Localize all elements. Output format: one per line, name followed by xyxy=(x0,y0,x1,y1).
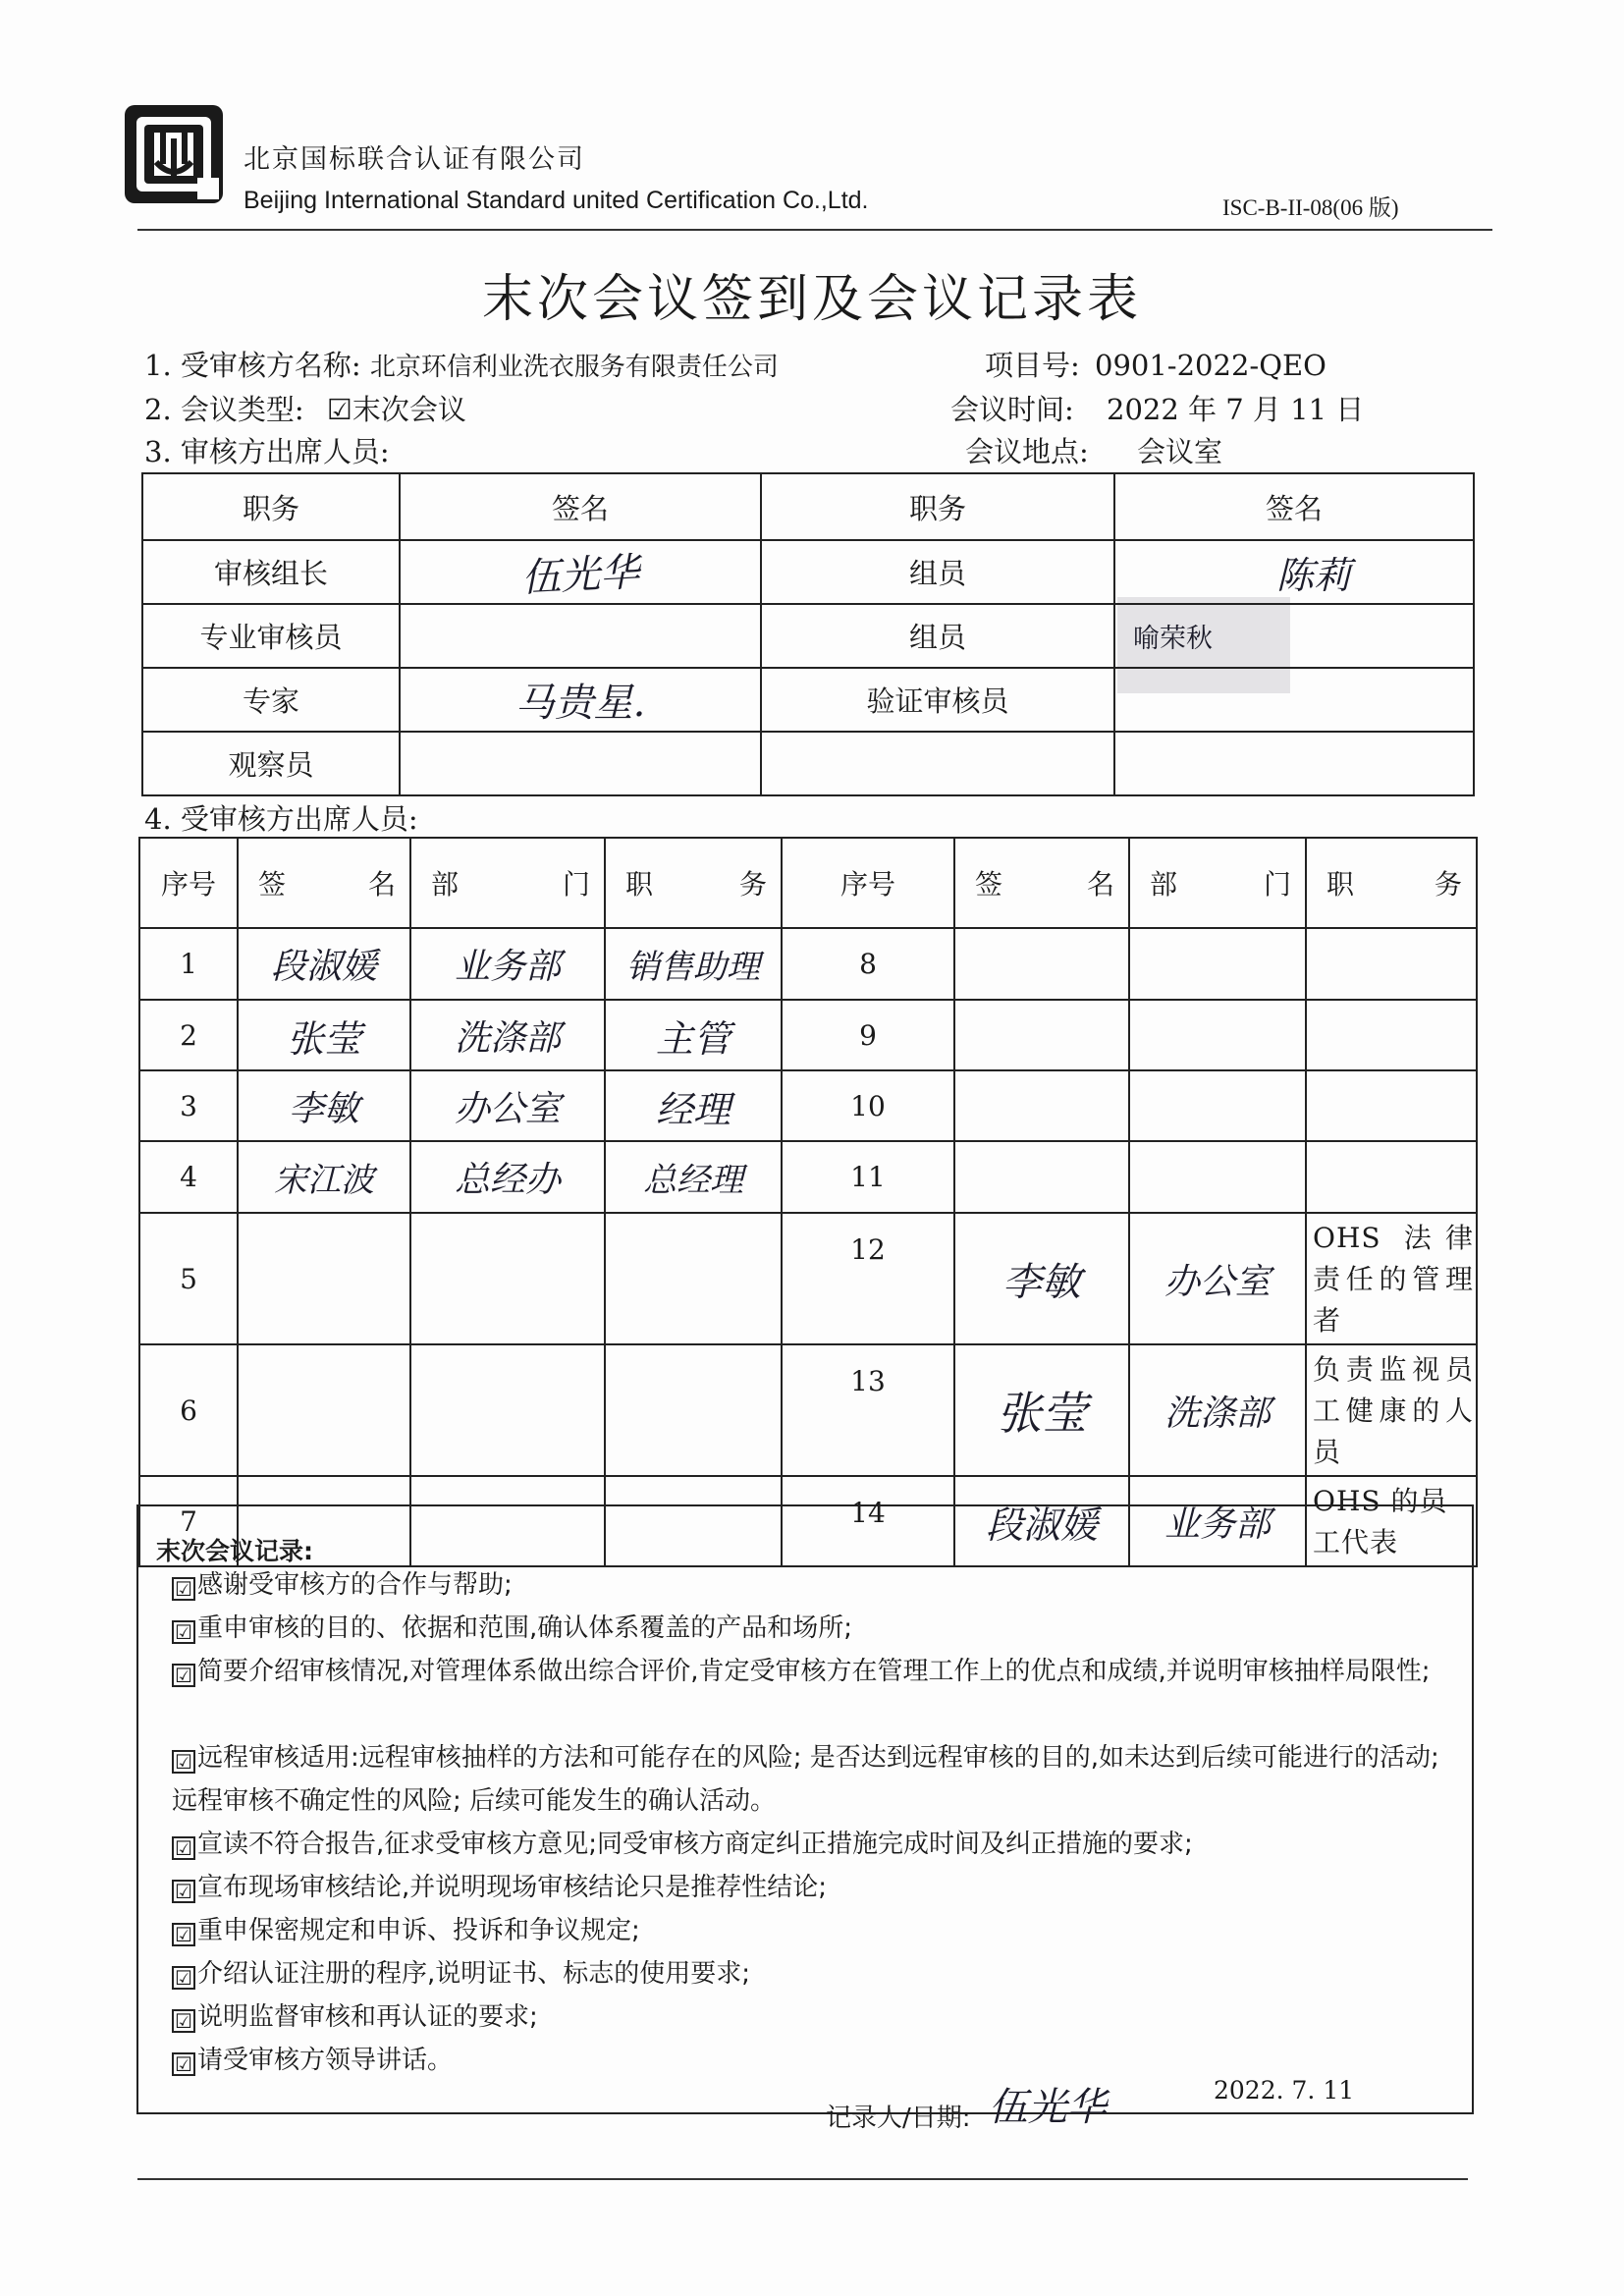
handwritten-signature: 李敏 xyxy=(288,1088,359,1129)
duty-cell: 负责监视员工健康的人员 xyxy=(1306,1344,1477,1476)
table-row xyxy=(142,540,1474,604)
record-item-text: 重申审核的目的、依据和范围,确认体系覆盖的产品和场所; xyxy=(197,1613,853,1643)
handwritten-signature: 张莹 xyxy=(997,1387,1087,1440)
handwritten-department: 洗涤部 xyxy=(454,1017,561,1059)
record-item xyxy=(172,1607,1448,1650)
header-char: 门 xyxy=(1263,868,1291,901)
handwritten-department: 洗涤部 xyxy=(1164,1393,1271,1434)
row-number: 8 xyxy=(782,928,954,1000)
row-number: 11 xyxy=(782,1141,954,1213)
signature-cell xyxy=(954,1213,1129,1344)
duty-cell xyxy=(1306,1070,1477,1141)
header-char: 职 xyxy=(625,868,654,901)
company-name-en: Beijing International Standard united Certification Co.,Ltd. xyxy=(244,187,869,214)
table-row xyxy=(139,1213,1477,1344)
meeting-time-line xyxy=(950,388,1364,428)
duty-cell xyxy=(1306,928,1477,1000)
company-name-cn: 北京国标联合认证有限公司 xyxy=(244,144,585,175)
record-item-text: 介绍认证注册的程序,说明证书、标志的使用要求; xyxy=(197,1959,751,1989)
meeting-place-value: 会议室 xyxy=(1137,435,1223,468)
row-number: 14 xyxy=(782,1476,954,1566)
checkbox-checked-icon: ☑ xyxy=(172,1664,195,1687)
checkbox-checked-icon: ☑ xyxy=(172,1836,195,1860)
meeting-record-box xyxy=(136,1504,1474,2133)
auditee-attendance-table xyxy=(138,837,1478,1567)
handwritten-signature: 喻荣秋 xyxy=(1133,624,1213,654)
column-header-duty xyxy=(1306,838,1477,928)
handwritten-department: 业务部 xyxy=(1164,1503,1271,1545)
department-cell xyxy=(410,1000,605,1070)
signature-cell xyxy=(400,732,761,795)
duty-cell xyxy=(605,1070,782,1141)
header-char: 名 xyxy=(367,868,396,901)
project-number-label: 项目号: xyxy=(985,349,1080,382)
signature-cell xyxy=(238,1213,410,1344)
column-header-duty xyxy=(605,838,782,928)
column-header-role: 职务 xyxy=(761,473,1114,540)
checkbox-checked-icon: ☑ xyxy=(172,2052,195,2076)
table-header-row xyxy=(142,473,1474,540)
row-number: 4 xyxy=(139,1141,238,1213)
header-divider xyxy=(137,229,1492,231)
role-cell: 观察员 xyxy=(142,732,400,795)
duty-cell xyxy=(605,928,782,1000)
header-char: 职 xyxy=(1326,868,1355,901)
record-item xyxy=(172,1952,1448,1995)
record-item xyxy=(172,1823,1448,1866)
record-item-text: 宣读不符合报告,征求受审核方意见;同受审核方商定纠正措施完成时间及纠正措施的要求; xyxy=(197,1830,1193,1859)
table-row xyxy=(139,1344,1477,1476)
form-code: ISC-B-II-08(06 版) xyxy=(1222,195,1399,220)
department-cell xyxy=(1129,1213,1306,1344)
record-item-text: 请受审核方领导讲话。 xyxy=(197,2046,454,2075)
duty-cell: OHS 法律责任的管理者 xyxy=(1306,1213,1477,1344)
row-number: 2 xyxy=(139,1000,238,1070)
signature-cell xyxy=(1114,540,1474,604)
department-cell xyxy=(1129,928,1306,1000)
row-number: 13 xyxy=(782,1344,954,1476)
signature-cell xyxy=(1114,732,1474,795)
department-cell xyxy=(410,1213,605,1344)
duty-cell xyxy=(605,1000,782,1070)
role-cell xyxy=(761,732,1114,795)
handwritten-department: 业务部 xyxy=(454,947,561,987)
duty-cell xyxy=(605,1141,782,1213)
record-item-text: 说明监督审核和再认证的要求; xyxy=(197,2002,538,2032)
document-title: 末次会议签到及会议记录表 xyxy=(481,270,1142,329)
header-char: 签 xyxy=(975,868,1003,901)
column-header-signature: 签名 xyxy=(400,473,761,540)
signature-cell xyxy=(954,1070,1129,1141)
department-cell xyxy=(1129,1344,1306,1476)
table-header-row xyxy=(139,838,1477,928)
auditee-name-label: 1. 受审核方名称: xyxy=(144,349,361,382)
auditee-name-value: 北京环信利业洗衣服务有限责任公司 xyxy=(369,353,779,382)
table-row xyxy=(139,1141,1477,1213)
record-item-text: 重申保密规定和申诉、投诉和争议规定; xyxy=(197,1916,640,1945)
record-item-text: 简要介绍审核情况,对管理体系做出综合评价,肯定受审核方在管理工作上的优点和成绩,并说明审核抽样局限性; xyxy=(197,1657,1431,1686)
column-header-number: 序号 xyxy=(139,838,238,928)
role-cell: 组员 xyxy=(761,540,1114,604)
handwritten-duty: 经理 xyxy=(655,1087,731,1131)
row-number: 5 xyxy=(139,1213,238,1344)
column-header-signature: 签名 xyxy=(1114,473,1474,540)
record-item xyxy=(172,1650,1448,1693)
record-item xyxy=(172,1995,1448,2039)
checkbox-checked-icon: ☑ xyxy=(172,1750,195,1774)
checkbox-checked-icon: ☑ xyxy=(172,1923,195,1946)
record-item xyxy=(172,1563,1448,1607)
signature-cell xyxy=(238,1000,410,1070)
handwritten-department: 总经办 xyxy=(454,1160,561,1200)
table-row xyxy=(139,1000,1477,1070)
department-cell xyxy=(410,1344,605,1476)
meeting-type-value: ☑末次会议 xyxy=(326,393,466,426)
header-char: 签 xyxy=(258,868,287,901)
footer-divider xyxy=(137,2178,1468,2180)
auditee-name-line xyxy=(144,344,779,384)
project-number-line xyxy=(985,344,1326,384)
handwritten-duty: 总经理 xyxy=(643,1161,743,1200)
handwritten-signature: 伍光华 xyxy=(520,549,641,602)
record-date: 2022. 7. 11 xyxy=(1214,2076,1355,2105)
record-item xyxy=(172,1866,1448,1909)
duty-cell xyxy=(1306,1000,1477,1070)
signature-cell xyxy=(400,668,761,732)
handwritten-signature: 段淑媛 xyxy=(985,1503,1098,1547)
meeting-time-label: 会议时间: xyxy=(950,393,1074,426)
table-row xyxy=(139,928,1477,1000)
department-cell xyxy=(410,1070,605,1141)
header-char: 门 xyxy=(562,868,590,901)
signature-cell xyxy=(238,928,410,1000)
record-title: 末次会议记录: xyxy=(156,1537,313,1565)
department-cell xyxy=(1129,1070,1306,1141)
row-number: 9 xyxy=(782,1000,954,1070)
auditor-attendees-label: 3. 审核方出席人员: xyxy=(144,435,390,468)
handwritten-department: 办公室 xyxy=(454,1088,561,1129)
role-cell: 专业审核员 xyxy=(142,604,400,668)
handwritten-duty: 主管 xyxy=(655,1016,731,1061)
checkbox-checked-icon: ☑ xyxy=(172,2009,195,2033)
handwritten-department: 办公室 xyxy=(1164,1261,1271,1302)
header-char: 部 xyxy=(1150,868,1178,901)
signature-cell xyxy=(954,928,1129,1000)
department-cell xyxy=(1129,1000,1306,1070)
handwritten-signature: 马贵星. xyxy=(514,681,646,726)
meeting-type-line xyxy=(144,388,466,428)
recorder-line xyxy=(826,2076,1107,2134)
column-header-department xyxy=(410,838,605,928)
company-logo xyxy=(123,103,225,205)
role-cell: 专家 xyxy=(142,668,400,732)
meeting-time-value: 2022 年 7 月 11 日 xyxy=(1107,393,1365,426)
role-cell: 组员 xyxy=(761,604,1114,668)
role-cell: 验证审核员 xyxy=(761,668,1114,732)
role-cell: 审核组长 xyxy=(142,540,400,604)
table-row xyxy=(142,604,1474,668)
handwritten-signature: 陈莉 xyxy=(1275,554,1351,597)
signature-cell xyxy=(954,1141,1129,1213)
header-char: 名 xyxy=(1086,868,1114,901)
row-number: 3 xyxy=(139,1070,238,1141)
signature-cell xyxy=(1114,604,1474,668)
checkbox-checked-icon: ☑ xyxy=(172,1966,195,1990)
handwritten-signature: 张莹 xyxy=(286,1016,361,1061)
handwritten-signature: 伍光华 xyxy=(988,2085,1107,2130)
table-row xyxy=(142,732,1474,795)
row-number: 12 xyxy=(782,1213,954,1344)
signature-cell xyxy=(238,1344,410,1476)
row-number: 7 xyxy=(139,1476,238,1566)
meeting-place-label: 会议地点: xyxy=(965,435,1089,468)
handwritten-duty: 销售助理 xyxy=(626,948,760,987)
department-cell xyxy=(410,1141,605,1213)
signature-cell xyxy=(1114,668,1474,732)
record-item xyxy=(172,1736,1448,1823)
column-header-signature xyxy=(954,838,1129,928)
meeting-place-line xyxy=(965,430,1222,470)
signature-cell xyxy=(954,1000,1129,1070)
meeting-type-label: 2. 会议类型: xyxy=(144,393,304,426)
table-row xyxy=(142,668,1474,732)
header-char: 务 xyxy=(738,868,767,901)
checkbox-checked-icon: ☑ xyxy=(172,1880,195,1903)
record-item xyxy=(172,1909,1448,1952)
checkbox-checked-icon: ☑ xyxy=(172,1577,195,1601)
row-number: 6 xyxy=(139,1344,238,1476)
record-item-text: 远程审核适用:远程审核抽样的方法和可能存在的风险; 是否达到远程审核的目的,如未达到后续可能进行的活动; 远程审核不确定性的风险; 后续可能发生的确认活动。 xyxy=(172,1743,1439,1816)
signature-cell xyxy=(954,1344,1129,1476)
handwritten-signature: 宋江波 xyxy=(274,1161,374,1200)
auditor-attendance-table xyxy=(141,472,1475,796)
handwritten-signature: 李敏 xyxy=(1002,1259,1081,1305)
project-number-value: 0901-2022-QEO xyxy=(1095,349,1326,382)
duty-cell xyxy=(1306,1141,1477,1213)
signature-cell xyxy=(400,604,761,668)
header-char: 部 xyxy=(431,868,460,901)
column-header-signature xyxy=(238,838,410,928)
table-row xyxy=(139,1070,1477,1141)
auditee-attendees-label: 4. 受审核方出席人员: xyxy=(144,802,418,836)
department-cell xyxy=(410,928,605,1000)
row-number: 10 xyxy=(782,1070,954,1141)
handwritten-signature: 段淑媛 xyxy=(270,947,377,987)
signature-cell xyxy=(238,1070,410,1141)
header-char: 务 xyxy=(1434,868,1462,901)
recorder-label: 记录人/日期: xyxy=(826,2104,971,2133)
duty-cell: OHS 的员工代表 xyxy=(1306,1476,1477,1566)
row-number: 1 xyxy=(139,928,238,1000)
duty-cell xyxy=(605,1344,782,1476)
department-cell xyxy=(1129,1141,1306,1213)
column-header-role: 职务 xyxy=(142,473,400,540)
signature-cell xyxy=(400,540,761,604)
column-header-number: 序号 xyxy=(782,838,954,928)
signature-cell xyxy=(238,1141,410,1213)
column-header-department xyxy=(1129,838,1306,928)
record-item-text: 感谢受审核方的合作与帮助; xyxy=(197,1570,513,1600)
record-item-text: 宣布现场审核结论,并说明现场审核结论只是推荐性结论; xyxy=(197,1873,828,1902)
checkbox-checked-icon: ☑ xyxy=(172,1620,195,1644)
duty-cell xyxy=(605,1213,782,1344)
